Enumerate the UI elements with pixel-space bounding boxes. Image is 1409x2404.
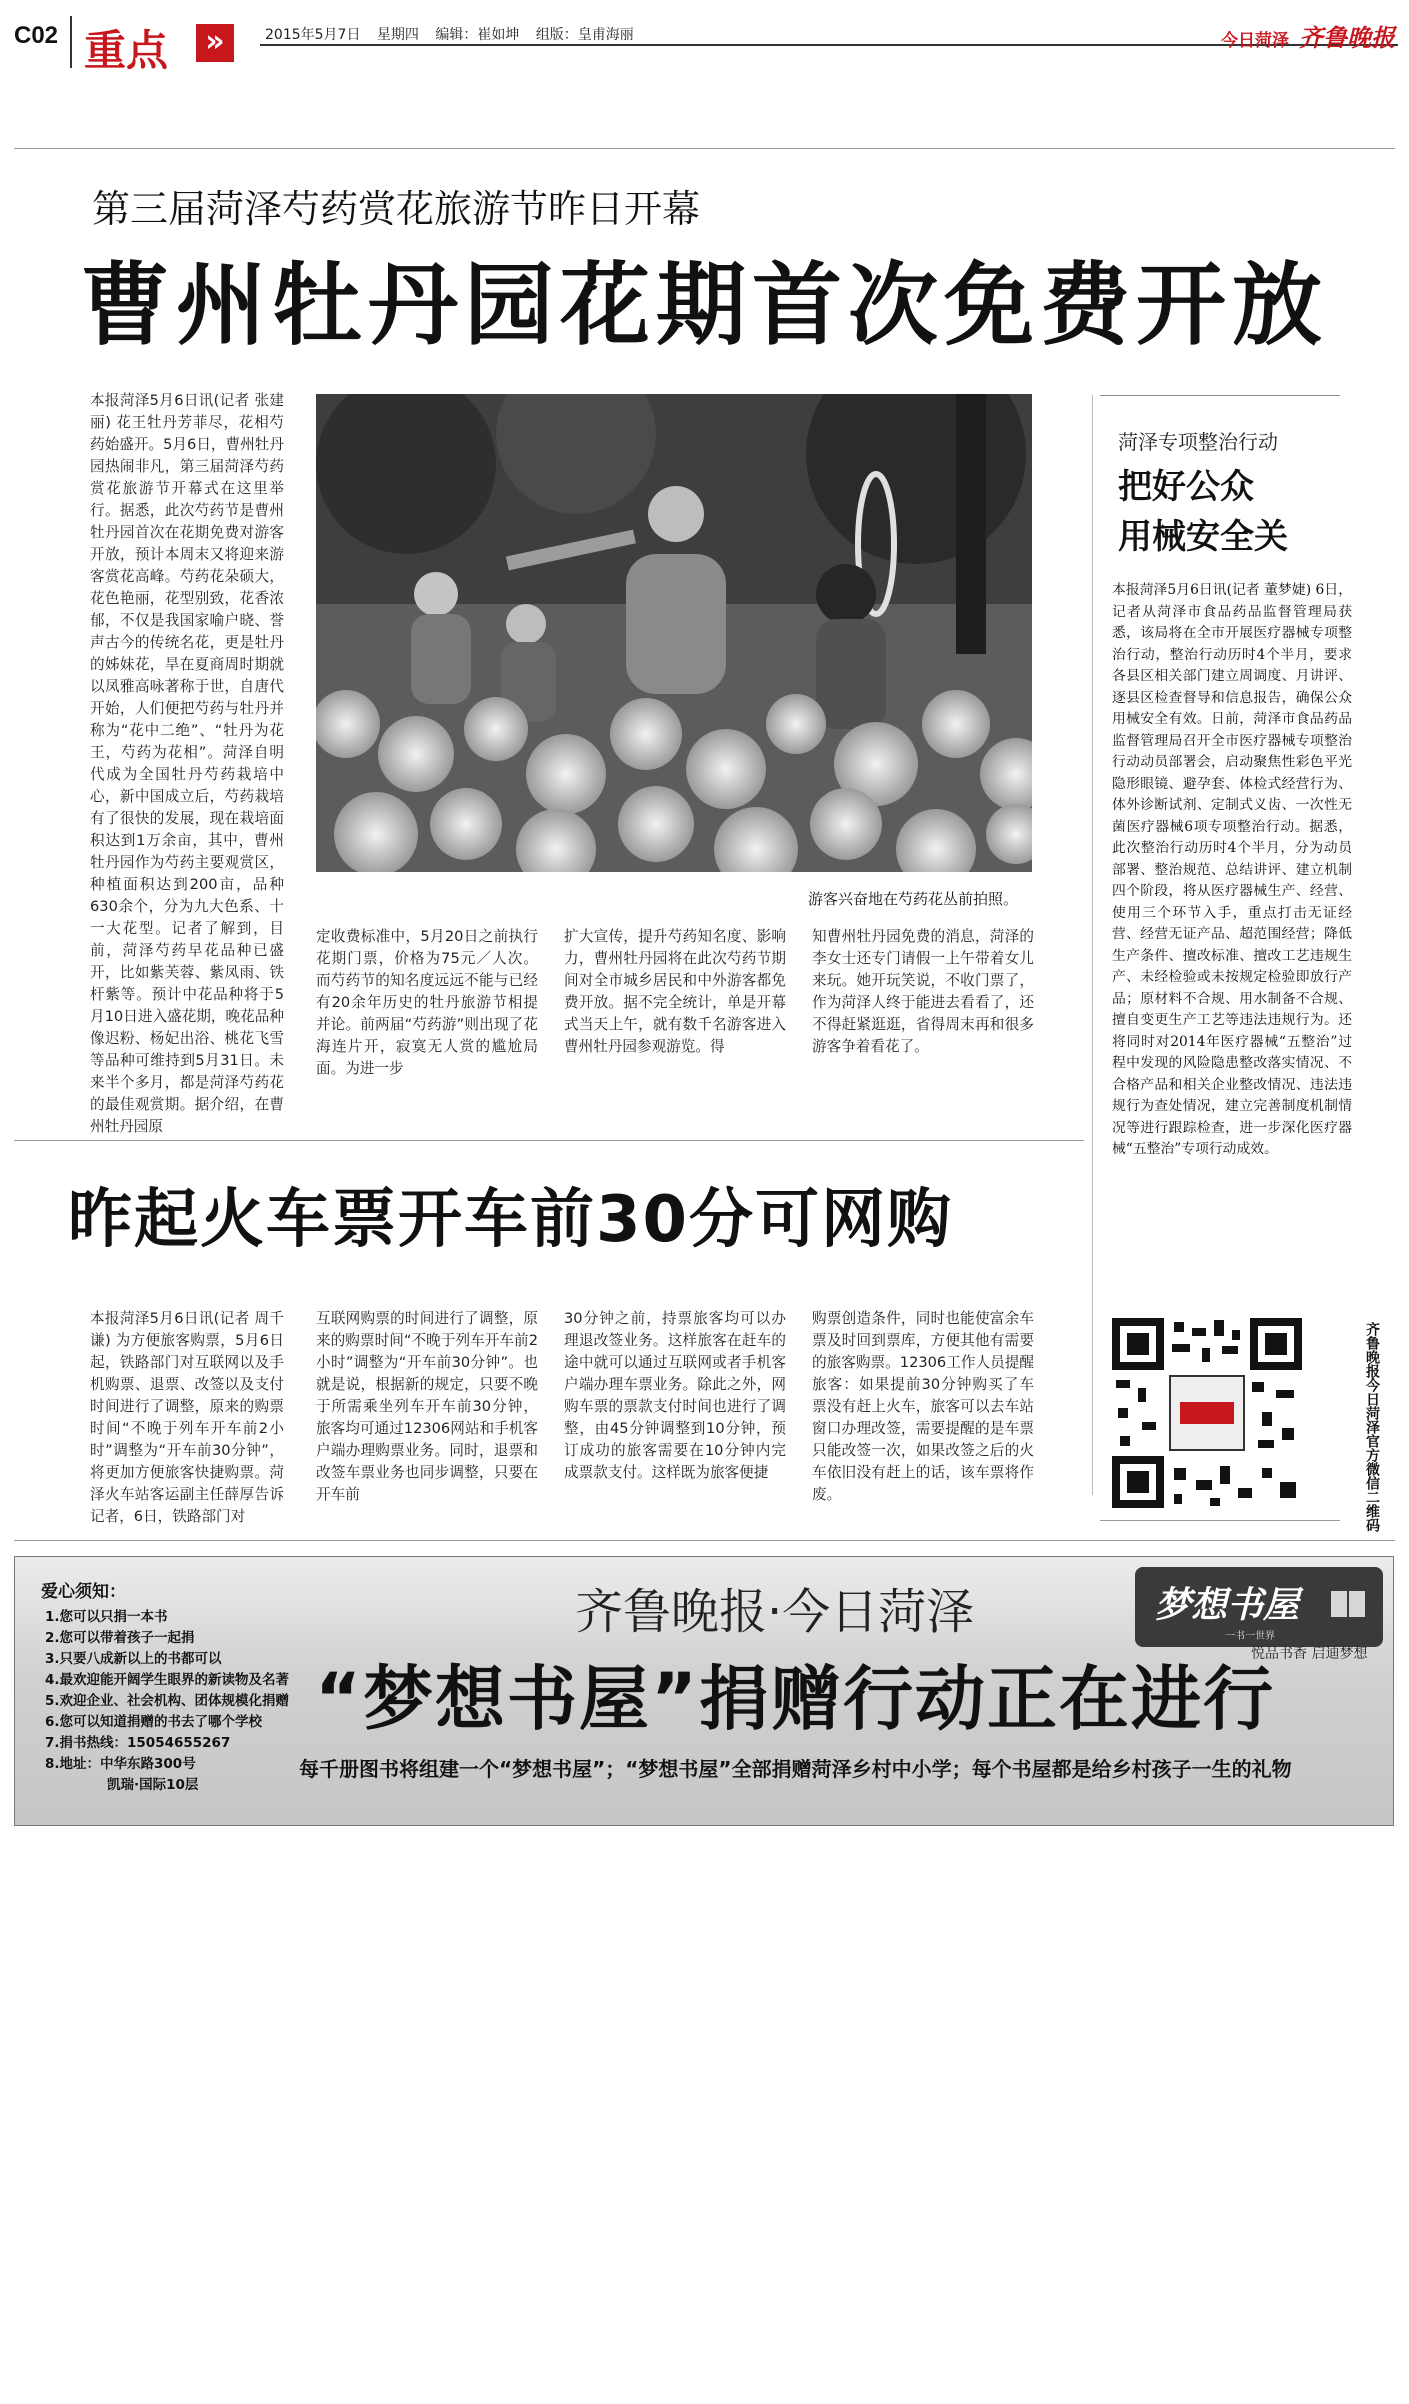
ad-notice-item: 凯瑞·国际10层 [107, 1777, 199, 1793]
story1-column-1: 本报菏泽5月6日讯(记者 张建丽) 花王牡丹芳菲尽，花相芍药始盛开。5月6日，曹州牡丹园热闹非凡，第三届菏泽芍药赏花旅游节开幕式在这里举行。据悉，此次芍药节是曹州牡丹园首次在花期免费对游客开放，预计本周末又将迎来游客赏花高峰。芍药花朵硕大，花色艳丽，花型别致，花香浓郁，不仅是我国家喻户晓、誉声古今的传统名花，更是牡丹的姊妹花，旱在夏商周时期就以凤雅高咏著称于世，自唐代开始，人们便把芍药与牡丹并称为“花中二绝”、“牡丹为花王，芍药为花相”。菏泽自明代成为全国牡丹芍药栽培中心，新中国成立后，芍药栽培有了很快的发展，现在栽培面积达到1万余亩，其中，曹州牡丹园作为芍药主要观赏区，种植面积达到200亩，品种630余个，分为九大色系、十一大花型。记者了解到，目前，菏泽芍药早花品种已盛开，比如紫芙蓉、紫凤雨、铁杆紫等。预计中花品种将于5月10日进入盛花期，晚花品种像迟粉、杨妃出浴、桃花飞雪等品种可维持到5月31日。未来半个多月，都是菏泽芍药花的最佳观赏期。据介绍，在曹州牡丹园原 [90, 392, 284, 1135]
qr-code[interactable] [1112, 1318, 1302, 1508]
layout-editor: 组版：皇甫海丽 [535, 27, 634, 43]
ad-notice-item: 7.捐书热线：15054655267 [45, 1735, 231, 1751]
ad-notice-list [45, 1607, 289, 1796]
ad-title: “梦想书屋”捐赠行动正在进行 [315, 1658, 1276, 1740]
story1-column-3: 扩大宣传，提升芍药知名度、影响力，曹州牡丹园将在此次芍药节期间对全市城乡居民和中外游客都免费开放。据不完全统计，单是开幕式当天上午，就有数千名游客进入曹州牡丹园参观游览。得 [564, 928, 786, 1055]
peony-photo [316, 394, 1032, 872]
dream-bookhouse-logo [1135, 1567, 1383, 1647]
sidebar-divider [1092, 395, 1093, 1495]
top-rule [14, 148, 1395, 149]
ad-notice-item: 8.地址：中华东路300号 [45, 1756, 196, 1772]
logo-small-text: 一书一世界 [1225, 1631, 1275, 1642]
issue-date: 2015年5月7日 [265, 27, 361, 43]
qr-code-icon [1112, 1318, 1302, 1508]
sidebar-body: 本报菏泽5月6日讯(记者 董梦婕) 6日，记者从菏泽市食品药品监督管理局获悉，该局将在全市开展医疗器械专项整治行动，整治行动历时4个半月，要求各县区相关部门建立周调度、月讲评、逐县区检查督导和信息报告，确保公众用械安全有效。日前，菏泽市食品药品监督管理局召开全市医疗器械专项整治行动动员部署会，启动聚焦性彩色平光隐形眼镜、避孕套、体检式经营行为、体外诊断试剂、定制式义齿、一次性无菌医疗器械6项专项整治行动。据悉，此次整治行动历时4个半月，分为动员部署、整治规范、总结讲评、建立机制四个阶段，将从医疗器械生产、经营、使用三个环节入手，重点打击无证经营、经营无证产品、超范围经营；降低生产条件、擅改标准、擅改工艺违规生产、未经检验或未按规定检验即放行产品；原材料不合规、用水制备不合规、擅自变更生产工艺等违法违规行为。还将同时对2014年医疗器械“五整治”过程中发现的风险隐患整改落实情况、不合格产品和相关企业整改情况、违法违规行为查处情况，建立完善制度机制情况等进行跟踪检查，进一步深化医疗器械“五整治”专项行动成效。 [1112, 582, 1352, 1157]
sidebar-headline [1118, 462, 1288, 562]
ad-notice-item: 3.只要八成新以上的书都可以 [45, 1651, 222, 1667]
story1-column-2: 定收费标准中，5月20日之前执行花期门票，价格为75元／人次。而芍药节的知名度远远不能与已经有20余年历史的牡丹旅游节相提并论。前两届“芍药游”则出现了花海连片开，寂寞无人赏的尴尬局面。为进一步 [316, 928, 538, 1077]
ad-notice-item: 2.您可以带着孩子一起捐 [45, 1630, 195, 1646]
story1-kicker: 第三届菏泽芍药赏花旅游节昨日开幕 [92, 187, 701, 231]
header-brand [1221, 18, 1395, 53]
story1-column-4: 知曹州牡丹园免费的消息，菏泽的李女士还专门请假一上午带着女儿来玩。她开玩笑说，不收门票了，作为菏泽人终于能进去看看了，还不得赶紧逛逛，省得周末再和很多游客争着看花了。 [812, 928, 1034, 1055]
logo-graphic [1135, 1567, 1383, 1647]
ad-brand: 齐鲁晚报·今日菏泽 [575, 1584, 975, 1640]
page-number: C02 [14, 22, 59, 49]
story2-column-4: 购票创造条件，同时也能使富余车票及时回到票库，方便其他有需要的旅客购票。12306工作人员提醒旅客：如果提前30分钟购买了车票没有赶上火车，旅客可以去车站窗口办理改签，需要提醒的是车票只能改签一次，如果改签之后的火车依旧没有赶上的话，该车票将作废。 [812, 1310, 1034, 1503]
story2-top-rule [14, 1140, 1084, 1141]
editor: 编辑：崔如坤 [435, 27, 520, 43]
photo-illustration [316, 394, 1032, 872]
ad-top-rule [14, 1540, 1395, 1541]
ad-notice-item: 4.最欢迎能开阔学生眼界的新读物及名著 [45, 1672, 290, 1688]
section-title: 重点 [84, 26, 169, 75]
header-divider [70, 16, 72, 68]
ad-notice-item: 5.欢迎企业、社会机构、团体规模化捐赠 [45, 1693, 290, 1709]
logo-text: 梦想书屋 [1155, 1584, 1300, 1626]
ad-subtitle: 每千册图书将组建一个“梦想书屋”；“梦想书屋”全部捐赠菏泽乡村中小学；每个书屋都是给乡村孩子一生的礼物 [299, 1757, 1292, 1781]
ad-notice-item: 6.您可以知道捐赠的书去了哪个学校 [45, 1714, 263, 1730]
sidebar-headline-line1: 把好公众 [1118, 467, 1254, 507]
story2-column-2: 互联网购票的时间进行了调整，原来的购票时间“不晚于列车开车前2小时”调整为“开车前30分钟”。也就是说，根据新的规定，只要不晚于所需乘坐列车开车前30分钟，旅客均可通过12306网站和手机客户端办理购票业务。同时，退票和改签车票业务也同步调整，只要在开车前 [316, 1310, 538, 1503]
sidebar-kicker: 菏泽专项整治行动 [1118, 430, 1278, 454]
paper-name: 齐鲁晚报 [1299, 23, 1395, 52]
ad-notice-title: 爱心须知： [41, 1582, 126, 1602]
header-meta [265, 24, 646, 44]
qr-caption: 齐鲁晚报今日菏泽官方微信二维码 [1364, 1322, 1380, 1532]
story2-column-3: 30分钟之前，持票旅客均可以办理退改签业务。这样旅客在赶车的途中就可以通过互联网或者手机客户端办理车票业务。除此之外，网购车票的票款支付时间也进行了调整，由45分钟调整到10分钟，预订成功的旅客需要在10分钟内完成票款支付。这样既为旅客便捷 [564, 1310, 786, 1481]
edition-name: 今日菏泽 [1221, 31, 1289, 51]
double-chevron-icon: » [196, 24, 234, 62]
photo-caption: 游客兴奋地在芍药花丛前拍照。 [808, 890, 1019, 908]
issue-weekday: 星期四 [376, 27, 419, 43]
sidebar-top-rule [1100, 395, 1340, 396]
ad-notice-item: 1.您可以只捐一本书 [45, 1609, 168, 1625]
advertisement-banner [14, 1556, 1394, 1826]
story2-headline: 昨起火车票开车前30分可网购 [68, 1183, 954, 1257]
sidebar-headline-line2: 用械安全关 [1118, 517, 1288, 557]
sidebar-bottom-rule [1100, 1520, 1340, 1521]
story2-column-1: 本报菏泽5月6日讯(记者 周千谦) 为方便旅客购票，5月6日起，铁路部门对互联网以及手机购票、退票、改签以及支付时间进行了调整，原来的购票时间“不晚于列车开车前2小时”调整为“开车前30分钟”，将更加方便旅客快捷购票。菏泽火车站客运副主任薛厚告诉记者，6日，铁路部门对 [90, 1310, 284, 1525]
logo-slogan: 悦品书香 启迪梦想 [1251, 1646, 1368, 1662]
story1-headline: 曹州牡丹园花期首次免费开放 [80, 253, 1328, 358]
